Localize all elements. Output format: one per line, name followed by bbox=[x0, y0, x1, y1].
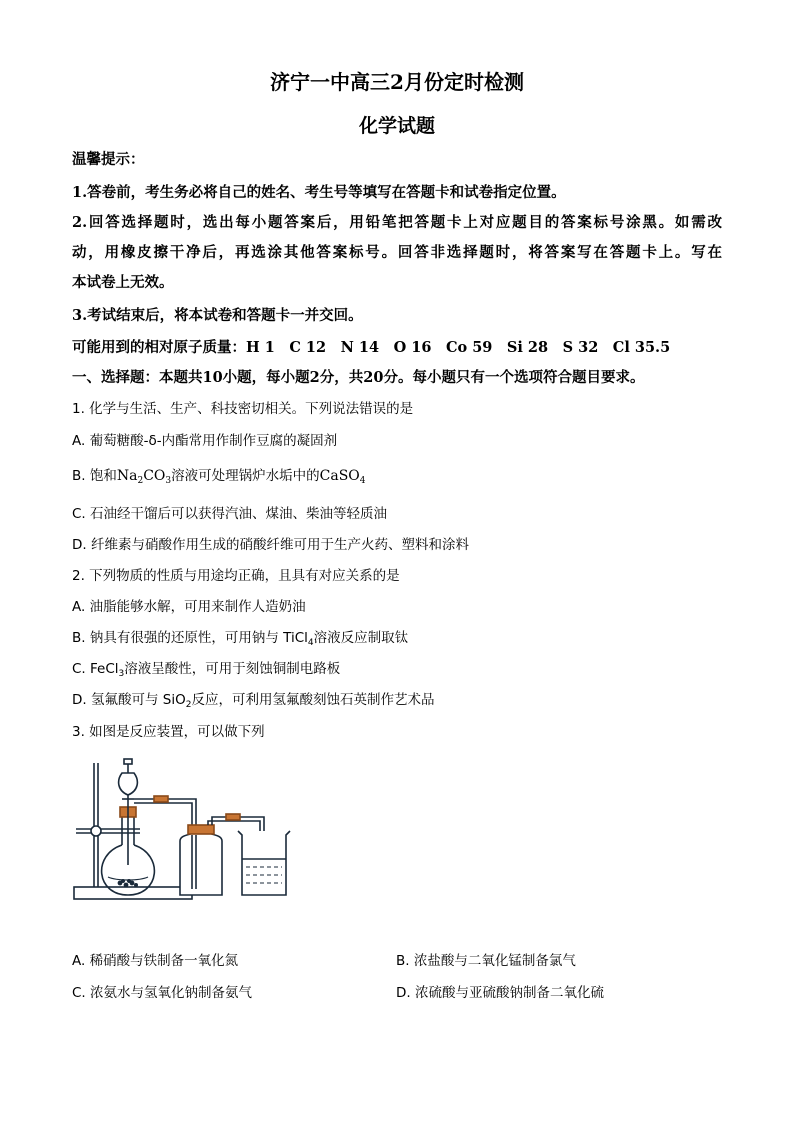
q2-option-c: C. FeCl$_3$溶液呈酸性，可用于刻蚀铜制电路板 bbox=[72, 661, 341, 679]
q2-option-d: D. 氢氟酸可与 SiO$_2$反应，可利用氢氟酸刻蚀石英制作艺术品 bbox=[72, 692, 435, 710]
tips-heading: 温馨提示： bbox=[72, 151, 145, 168]
q1-option-a: A. 葡萄糖酸-δ-内酯常用作制作豆腐的凝固剂 bbox=[72, 433, 338, 449]
tip-1: 1.答卷前，考生务必将自己的姓名、考生号等填写在答题卡和试卷指定位置。 bbox=[72, 184, 566, 201]
exam-subtitle: 化学试题 bbox=[358, 115, 435, 137]
tip-2-line-3: 本试卷上无效。 bbox=[72, 274, 174, 291]
q3-option-d: D. 浓硫酸与亚硫酸钠制备二氧化硫 bbox=[396, 985, 604, 1001]
section-1-heading: 一、选择题：本题共10小题，每小题2分，共20分。每小题只有一个选项符合题目要求。 bbox=[72, 369, 645, 386]
tip-3: 3.考试结束后，将本试卷和答题卡一并交回。 bbox=[72, 307, 363, 324]
q2-stem: 2. 下列物质的性质与用途均正确，且具有对应关系的是 bbox=[72, 568, 400, 584]
tip-2-line-2: 动，用橡皮擦干净后，再选涂其他答案标号。回答非选择题时，将答案写在答题卡上。写在 bbox=[72, 244, 722, 261]
reaction-apparatus-diagram bbox=[72, 755, 302, 905]
q1-option-c: C. 石油经干馏后可以获得汽油、煤油、柴油等轻质油 bbox=[72, 506, 388, 522]
q3-option-c: C. 浓氨水与氢氧化钠制备氨气 bbox=[72, 985, 253, 1001]
q3-stem: 3. 如图是反应装置，可以做下列 bbox=[72, 724, 265, 740]
q3-option-a: A. 稀硝酸与铁制备一氧化氮 bbox=[72, 953, 239, 969]
exam-title: 济宁一中高三2月份定时检测 bbox=[270, 70, 524, 94]
q1-stem: 1. 化学与生活、生产、科技密切相关。下列说法错误的是 bbox=[72, 401, 414, 417]
atomic-masses: 可能用到的相对原子质量：H 1 C 12 N 14 O 16 Co 59 Si 28 S 32 Cl 35.5 bbox=[72, 339, 671, 356]
q3-option-b: B. 浓盐酸与二氧化锰制备氯气 bbox=[396, 953, 576, 969]
q1-option-d: D. 纤维素与硝酸作用生成的硝酸纤维可用于生产火药、塑料和涂料 bbox=[72, 537, 469, 553]
q1-option-b: B. 饱和$Na_2CO_3$溶液可处理锅炉水垢中的CaSO$_4$ bbox=[72, 468, 366, 486]
tip-2-line-1: 2.回答选择题时，选出每小题答案后，用铅笔把答题卡上对应题目的答案标号涂黑。如需改 bbox=[72, 214, 722, 231]
q2-option-b: B. 钠具有很强的还原性，可用钠与 TiCl$_4$溶液反应制取钛 bbox=[72, 630, 409, 648]
q2-option-a: A. 油脂能够水解，可用来制作人造奶油 bbox=[72, 599, 306, 615]
